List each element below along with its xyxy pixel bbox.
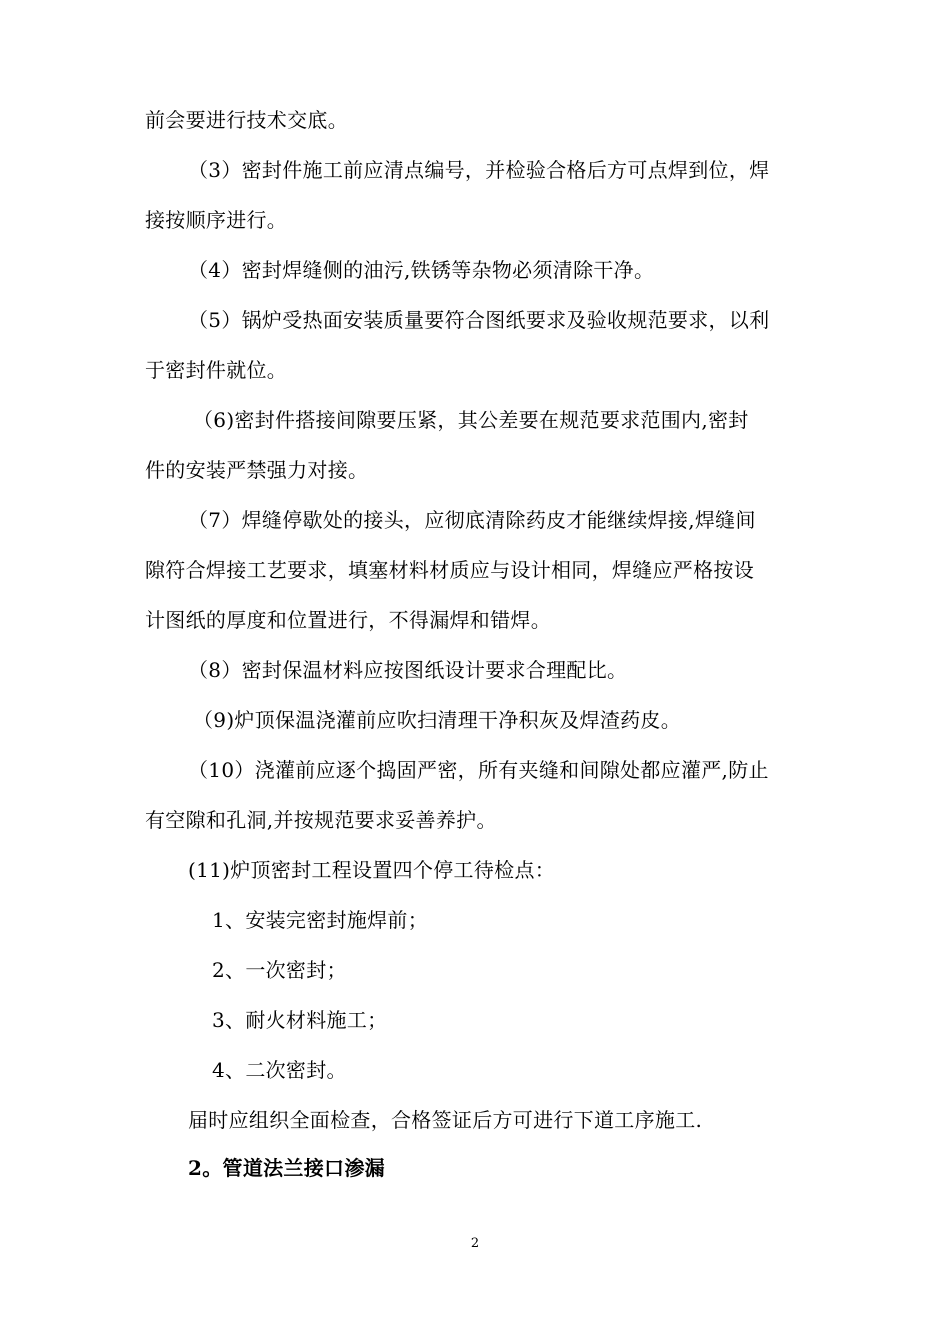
text-line: （6)密封件搭接间隙要压紧，其公差要在规范要求范围内,密封	[193, 408, 749, 432]
text-line: 于密封件就位。	[145, 358, 288, 382]
text-line: （10）浇灌前应逐个捣固严密，所有夹缝和间隙处都应灌严,防止	[188, 758, 769, 782]
text-line: （4）密封焊缝侧的油污,铁锈等杂物必须清除干净。	[188, 258, 655, 282]
text-line: 届时应组织全面检查，合格签证后方可进行下道工序施工.	[188, 1108, 703, 1132]
text-line: （7）焊缝停歇处的接头，应彻底清除药皮才能继续焊接,焊缝间	[188, 508, 756, 532]
text-line: 件的安装严禁强力对接。	[145, 458, 369, 482]
list-item: 1、安装完密封施焊前；	[212, 908, 429, 932]
text-line: 接按顺序进行。	[145, 208, 288, 232]
list-item: 4、二次密封。	[212, 1058, 347, 1082]
text-line: （8）密封保温材料应按图纸设计要求合理配比。	[188, 658, 628, 682]
list-item: 2、一次密封；	[212, 958, 347, 982]
text-line: 前会要进行技术交底。	[145, 108, 348, 132]
text-line: （9)炉顶保温浇灌前应吹扫清理干净积灰及焊渣药皮。	[193, 708, 682, 732]
text-line: (11)炉顶密封工程设置四个停工待检点：	[188, 858, 556, 882]
section-heading: 2。管道法兰接口渗漏	[188, 1156, 385, 1180]
text-line: 有空隙和孔洞,并按规范要求妥善养护。	[145, 808, 497, 832]
page-number: 2	[470, 1236, 480, 1251]
list-item: 3、耐火材料施工；	[212, 1008, 388, 1032]
text-line: （5）锅炉受热面安装质量要符合图纸要求及验收规范要求，以利	[188, 308, 770, 332]
text-line: （3）密封件施工前应清点编号，并检验合格后方可点焊到位，焊	[188, 158, 770, 182]
text-line: 隙符合焊接工艺要求，填塞材料材质应与设计相同，焊缝应严格按设	[145, 558, 754, 582]
text-line: 计图纸的厚度和位置进行，不得漏焊和错焊。	[145, 608, 551, 632]
